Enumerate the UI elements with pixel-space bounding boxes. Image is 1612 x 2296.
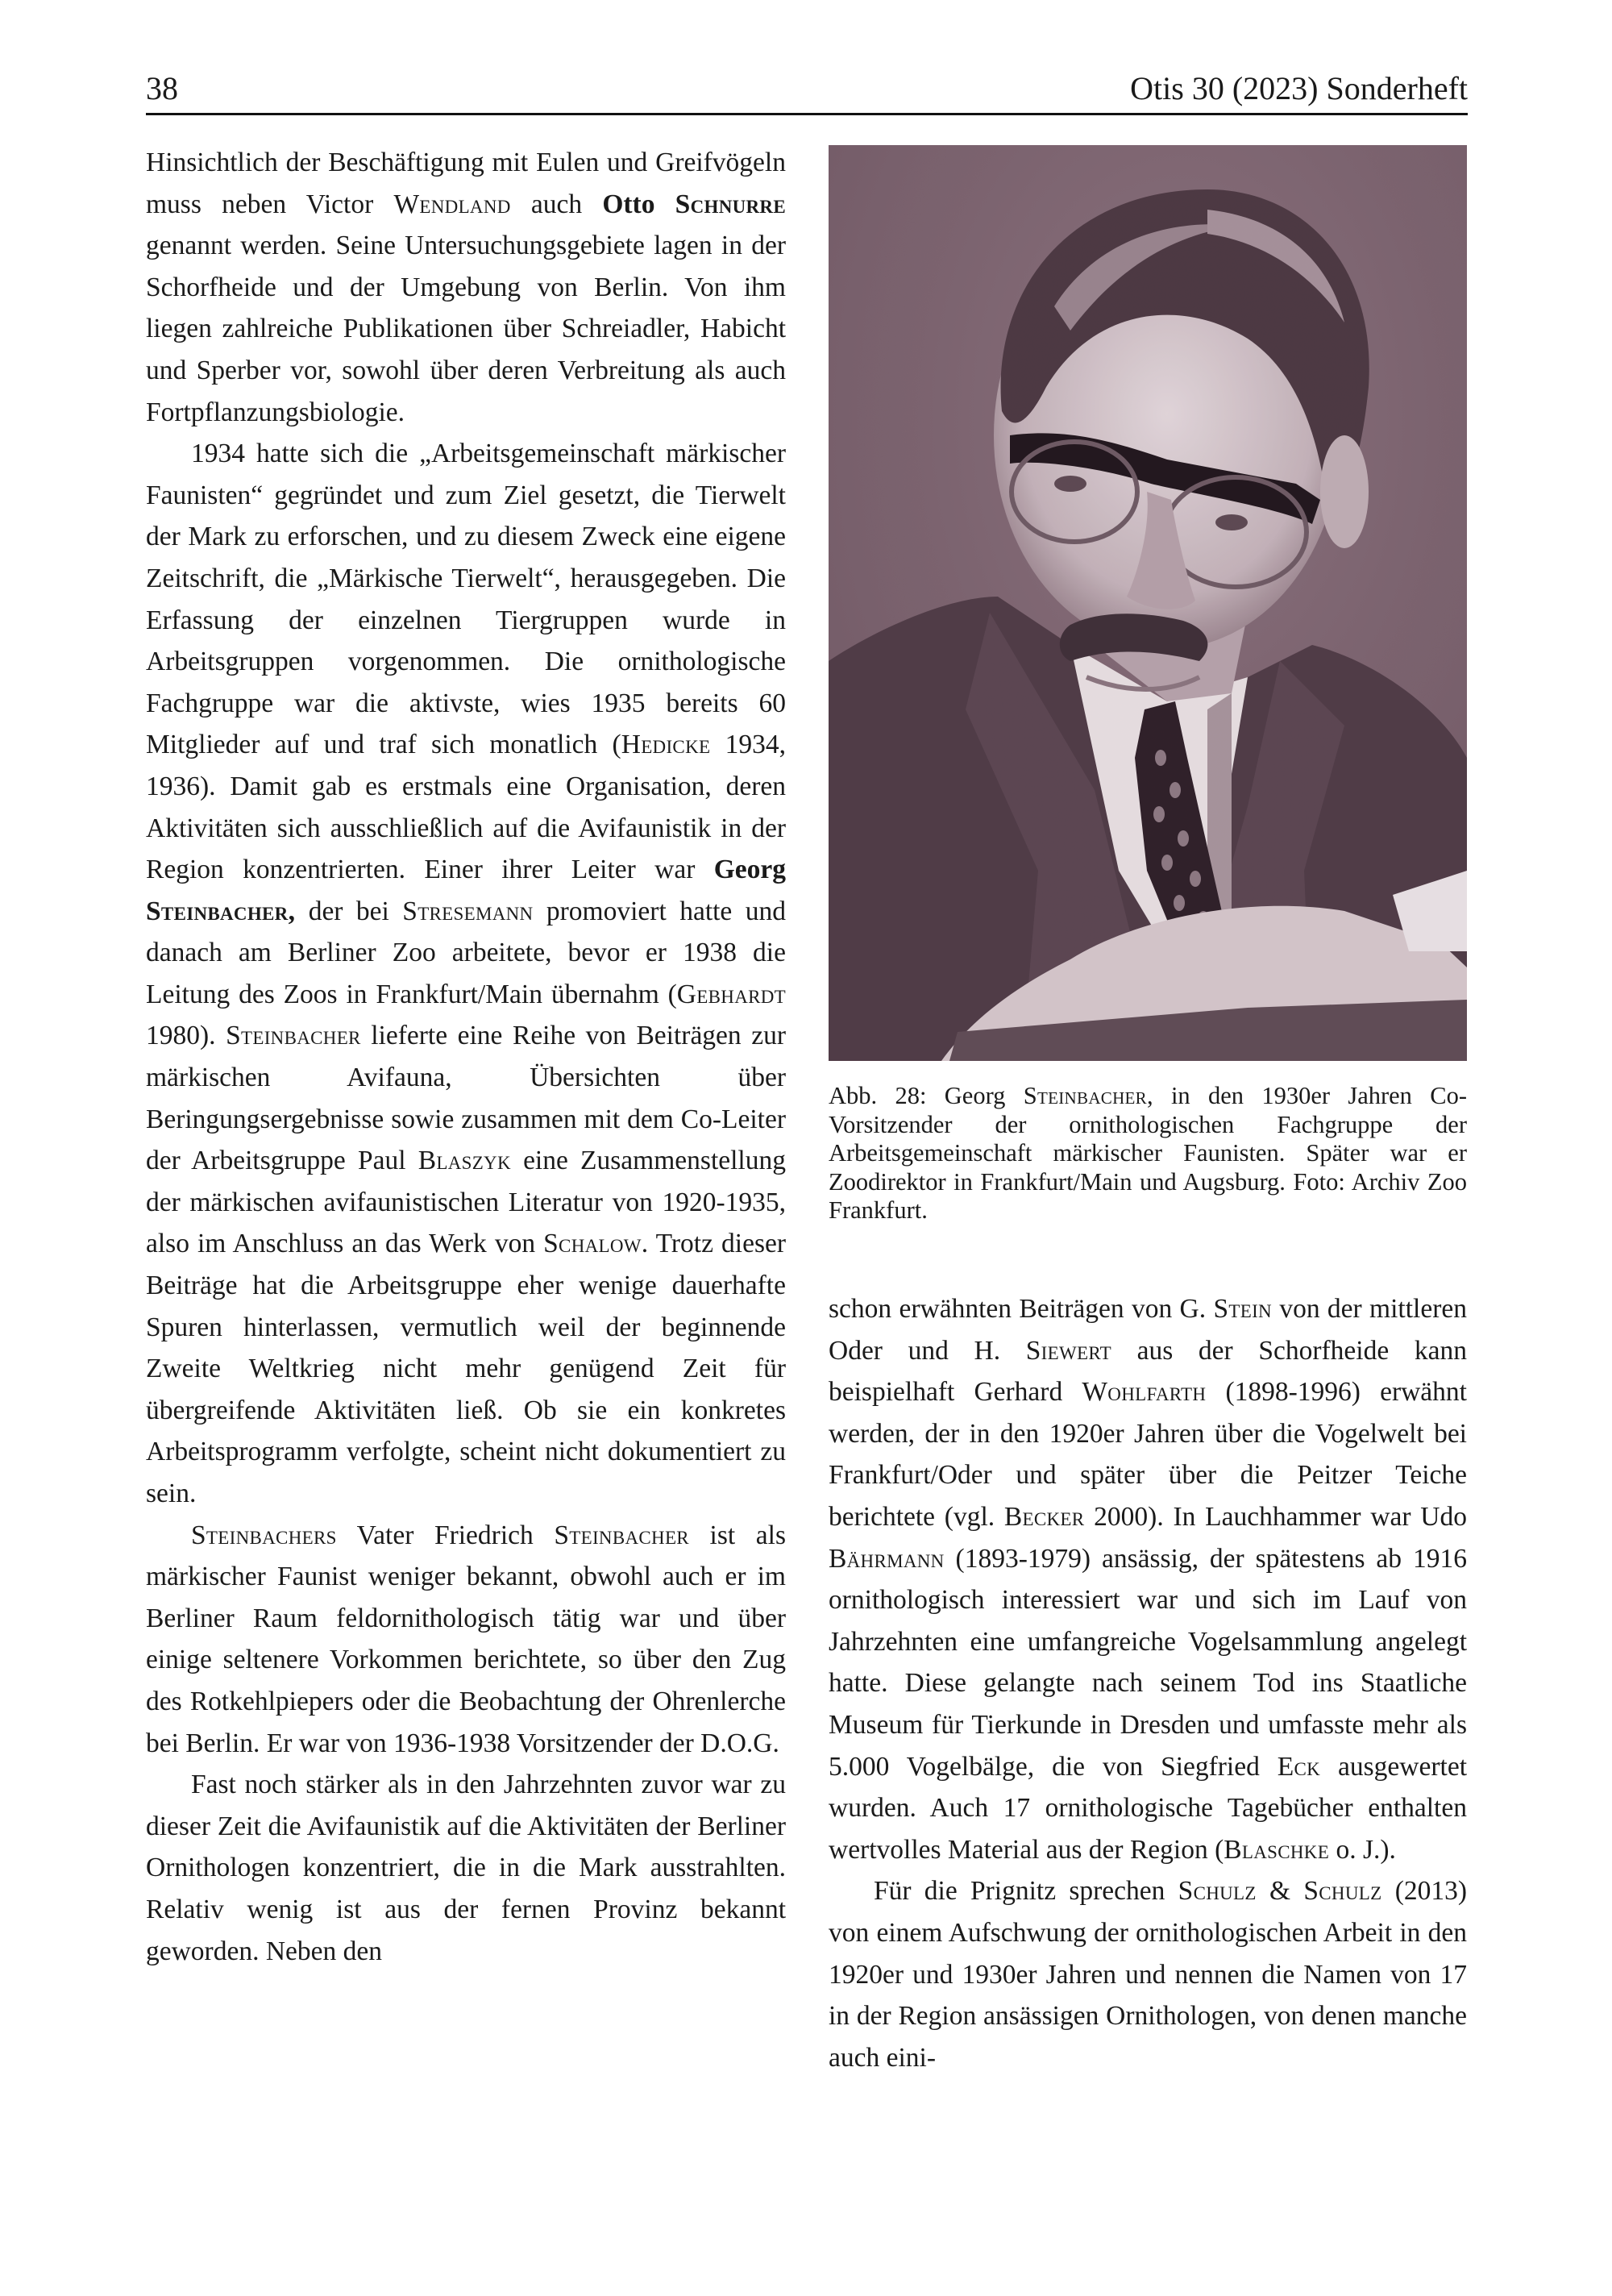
person-name-bold: Georg Steinbacher, xyxy=(146,855,786,926)
author-name: Siewert xyxy=(1025,1335,1111,1366)
author-name: Stein xyxy=(1213,1294,1272,1324)
page-number: 38 xyxy=(146,70,178,106)
author-name: Steinbachers xyxy=(191,1520,337,1550)
author-name: Steinbacher xyxy=(226,1021,361,1051)
author-name: Wohlfarth xyxy=(1082,1377,1207,1408)
header-rule xyxy=(146,113,1468,115)
author-name: Steinbacher xyxy=(1023,1082,1147,1109)
portrait-image xyxy=(829,145,1467,1061)
paragraph: Fast noch stärker als in den Jahrzehnten zuvor war zu dieser Zeit die Avifaunistik auf die Aktivitäten der Berliner Ornithologen konzentriert, die in die Mark ausstrahlten. Relativ wenig ist aus der fernen Provinz bekannt geworden. Neben den xyxy=(146,1770,786,1966)
author-name: Schulz xyxy=(1303,1876,1382,1907)
paragraph: Für die Prignitz sprechen Schulz & Schulz (2013) von einem Aufschwung der ornithologischen Arbeit in den 1920er und 1930er Jahren und nennen die Namen von 17 in der Region ansässigen Ornithologen, von denen manche auch eini- xyxy=(829,1876,1468,2073)
paragraph: schon erwähnten Beiträgen von G. Stein von der mittleren Oder und H. Siewert aus der Schorfheide kann beispielhaft Gerhard Wohlfarth (1898-1996) erwähnt werden, der in den 1920er Jahren über die Vogelwelt bei Frankfurt/Oder und später über die Peitzer Teiche berichtete (vgl. Becker 2000). In Lauchhammer war Udo Bährmann (1893-1979) ansässig, der spätestens ab 1916 ornithologisch interessiert war und sich im Lauf von Jahrzehnten eine umfangreiche Vogelsammlung angelegt hatte. Diese gelangte nach seinem Tod ins Staatliche Museum für Tierkunde in Dresden und umfasste mehr als 5.000 Vogelbälge, die von Siegfried Eck ausgewertet wurden. Auch 17 ornithologische Tagebücher enthalten wertvolles Material aus der Region (Blaschke o. J.). xyxy=(829,1294,1467,1865)
author-name: Steinbacher xyxy=(554,1520,689,1550)
author-name: Schulz xyxy=(1178,1876,1257,1907)
author-name: Blaszyk xyxy=(418,1146,511,1176)
paragraph: Hinsichtlich der Beschäftigung mit Eulen und Greifvögeln muss neben Victor Wendland auch Otto Schnurre genannt werden. Seine Untersuchungsgebiete lagen in der Schorfheide und der Umgebung von Berlin. Von ihm liegen zahlreiche Publikationen über Schreiadler, Habicht und Sperber vor, sowohl über deren Verbreitung als auch Fortpflanzungsbiologie. xyxy=(146,148,786,427)
paragraph: Steinbachers Vater Friedrich Steinbacher ist als märkischer Faunist weniger bekannt, obwohl auch er im Berliner Raum feldornithologisch tätig war und über einige seltenere Vorkommen berichtete, so über den Zug des Rotkehlpiepers oder die Beobachtung der Ohrenlerche bei Berlin. Er war von 1936-1938 Vorsitzender der D.O.G. xyxy=(146,1520,786,1758)
figure-caption: Abb. 28: Georg Steinbacher, in den 1930er Jahren Co-Vorsitzender der ornithologischen Fachgruppe der Arbeitsgemeinschaft märkischer Faunisten. Später war er Zoodirektor in Frankfurt/Main und Augsburg. Foto: Archiv Zoo Frankfurt. xyxy=(829,1082,1467,1224)
paragraph: 1934 hatte sich die „Arbeitsgemeinschaft märkischer Faunisten“ gegründet und zum Ziel gesetzt, die Tierwelt der Mark zu erforschen, und zu diesem Zweck eine eigene Zeitschrift, die „Märkische Tierwelt“, herausgegeben. Die Erfassung der einzelnen Tiergruppen wurde in Arbeitsgruppen vorgenommen. Die ornithologische Fachgruppe war die aktivste, wies 1935 bereits 60 Mitglieder auf und traf sich monatlich (Hedicke 1934, 1936). Damit gab es erstmals eine Organisation, deren Aktivitäten sich ausschließlich auf die Avifaunistik in der Region konzentrierten. Einer ihrer Leiter war Georg Steinbacher, der bei Stresemann promoviert hatte und danach am Berliner Zoo arbeitete, bevor er 1938 die Leitung des Zoos in Frankfurt/Main übernahm (Gebhardt 1980). Steinbacher lieferte eine Reihe von Beiträgen zur märkischen Avifauna, Übersichten über Beringungsergebnisse sowie zusammen mit dem Co-Leiter der Arbeitsgruppe Paul Blaszyk eine Zusammenstellung der märkischen avifaunistischen Literatur von 1920-1935, also im Anschluss an das Werk von Schalow. Trotz dieser Beiträge hat die Arbeitsgruppe eher wenige dauerhafte Spuren hinterlassen, vermutlich weil der beginnende Zweite Weltkrieg nicht mehr genügend Zeit für übergreifende Aktivitäten ließ. Ob sie ein konkretes Arbeitsprogramm verfolgte, scheint nicht dokumentiert zu sein. xyxy=(146,439,787,1508)
portrait-photo xyxy=(829,145,1467,1061)
author-name: Schalow xyxy=(543,1229,642,1259)
author-name: Bährmann xyxy=(829,1543,945,1574)
running-title: Otis 30 (2023) Sonderheft xyxy=(1130,70,1468,106)
author-name: Hedicke xyxy=(621,730,711,760)
author-name: Gebhardt xyxy=(676,979,786,1009)
person-name-bold: Otto Schnurre xyxy=(602,189,786,219)
author-name: Blaschke xyxy=(1224,1834,1330,1865)
author-name: Eck xyxy=(1277,1751,1321,1782)
author-name: Becker xyxy=(1003,1501,1085,1532)
author-name: Stresemann xyxy=(402,896,534,926)
running-header xyxy=(146,66,1468,114)
figure-label: Abb. 28: xyxy=(829,1082,927,1109)
right-column xyxy=(829,1288,1467,2078)
left-column xyxy=(146,142,786,1972)
author-name: Wendland xyxy=(393,189,511,219)
